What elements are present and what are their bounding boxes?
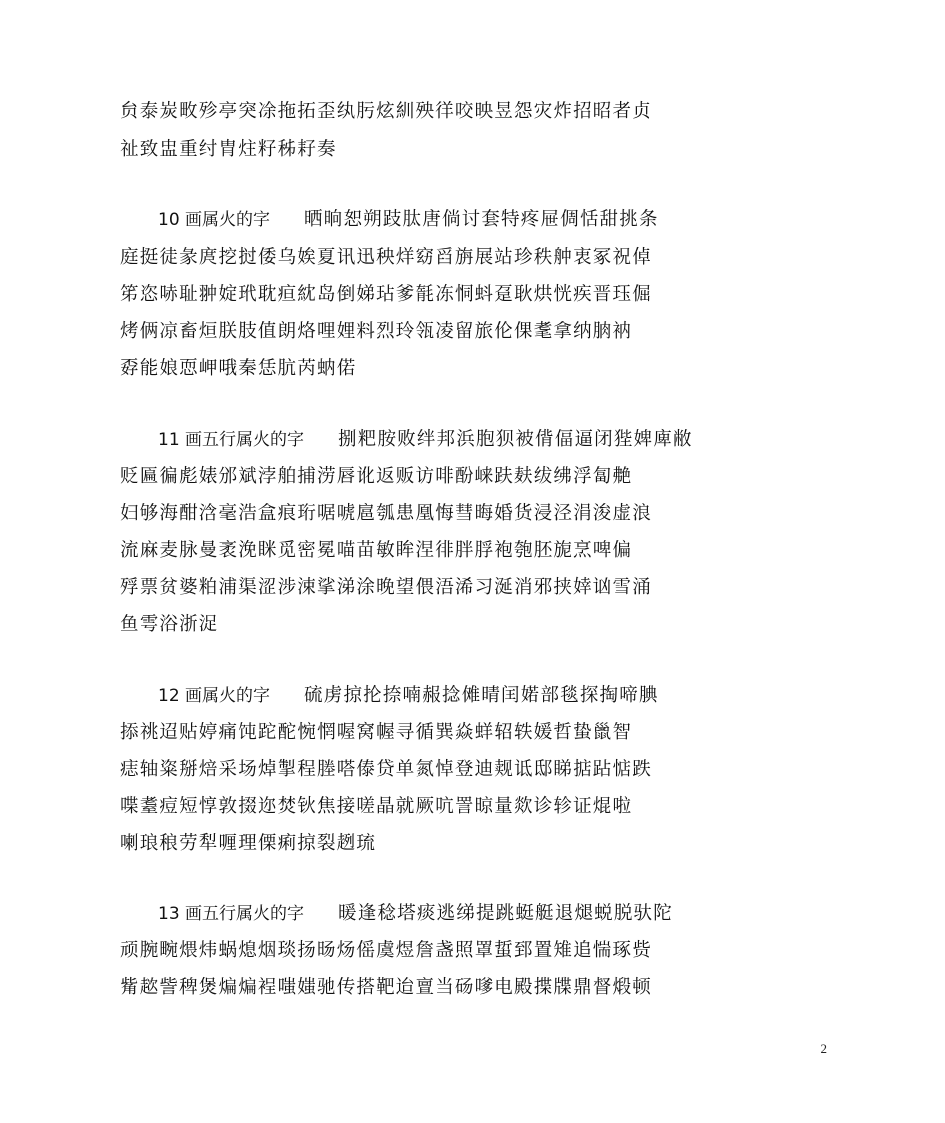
- section-12-line-2: 掭祧迢贴婷痛饨跎酡惋惘喔窝幄寻循巽焱蛘轺轶媛哲蛰巤智: [120, 722, 633, 743]
- section-10-line-5: 孬能娘恧岬哦秦恁肮芮蚋偌: [120, 358, 357, 379]
- section-11-line-1: 捌粑胺败绊邦浜胞狈被偝偪逼闭狴婢庳敝: [338, 429, 693, 450]
- section-10-line-1: 晒晌恕朔跂肽唐倘讨套特疼屉倜恬甜挑条: [304, 209, 659, 230]
- section-11-line-4: 流麻麦脉曼袤浼眯觅密冕喵苗敏眸涅徘胖脬袍匏胚旎烹啤偏: [120, 540, 633, 561]
- section-12-line-1: 硫虏掠抡捺喃赧捻傩晴闰婼部毯探掏啼腆: [304, 685, 659, 706]
- section-11-line-5: 殍票贫婆粕浦渠涩涉涑挲涕涂晚望偎浯浠习涎消邪挟婞讻雪涌: [120, 577, 652, 598]
- page-number: 2: [820, 1041, 827, 1056]
- section-12-header: [158, 684, 830, 708]
- section-13-title: 13 画五行属火的字: [158, 904, 305, 924]
- section-11-title: 11 画五行属火的字: [158, 430, 305, 450]
- section-12-line-5: 喇琅稂劳犁喱理傈痢掠裂趔琉: [120, 833, 377, 854]
- section-13-header: [158, 902, 830, 926]
- intro-line-2: 祉致盅重纣胄炷籽秭耔奏: [120, 139, 337, 160]
- intro-line-1: 贠泰炭畋殄亭突凃拖拓歪纨肟炫紃殃徉咬映昱怨灾炸招昭者贞: [120, 101, 652, 122]
- section-10-header: [158, 208, 830, 232]
- section-11-line-2: 贬匾徧彪婊邠斌浡舶捕涝唇讹返贩访啡酚崃趺麸绂绋浮匐艴: [120, 466, 633, 487]
- section-12-line-3: 痣轴粢掰焙采场焯掣程塍嗒傣贷单氮悼登迪觌诋邸睇掂跕惦跌: [120, 759, 652, 780]
- section-10-title: 10 画属火的字: [158, 210, 271, 230]
- section-13-line-3: 觜趑訾稗煲煸煸裎嗤媸驰传搭靶迨亶当砀嗲电殿揲牒鼎督煅顿: [120, 977, 652, 998]
- section-11-line-3: 妇够海酣浛毫浩盒痕珩啹唬扈瓠患凰悔彗晦婚货浸泾涓浚虚浪: [120, 503, 652, 524]
- section-10-line-2: 庭挺徒彖庹挖挝倭乌娭夏讯迅秧烊窈舀旃展站珍秩舯衷冢祝倬: [120, 247, 652, 268]
- section-13-line-2: 顽腕畹煨炜蜗熄烟琰扬旸炀傜虞煜詹盏照罩蜇郅置雉追惴琢赀: [120, 940, 652, 961]
- section-11-header: [158, 428, 830, 452]
- section-10-line-4: 烤俩凉畜烜朕肢值朗烙哩娌料烈玲瓴凌留旅伦倮耄拿纳朒衲: [120, 321, 633, 342]
- section-13-line-1: 暖逢稔塔痰逃绨提跳蜓艇退煺蜕脱驮陀: [338, 903, 673, 924]
- section-10-line-3: 笫恣哧耻翀婝玳耽疸紞岛倒娣玷爹毻冻恫蚪趸耿烘恍疾晋珏倔: [120, 284, 652, 305]
- section-12-line-4: 喋耋痘短惇敦掇迩焚钬焦接嗟晶就厥吭詈晾量欻诊轸证焜啦: [120, 796, 633, 817]
- section-12-title: 12 画属火的字: [158, 686, 271, 706]
- section-11-line-6: 鱼雩浴浙浞: [120, 614, 219, 635]
